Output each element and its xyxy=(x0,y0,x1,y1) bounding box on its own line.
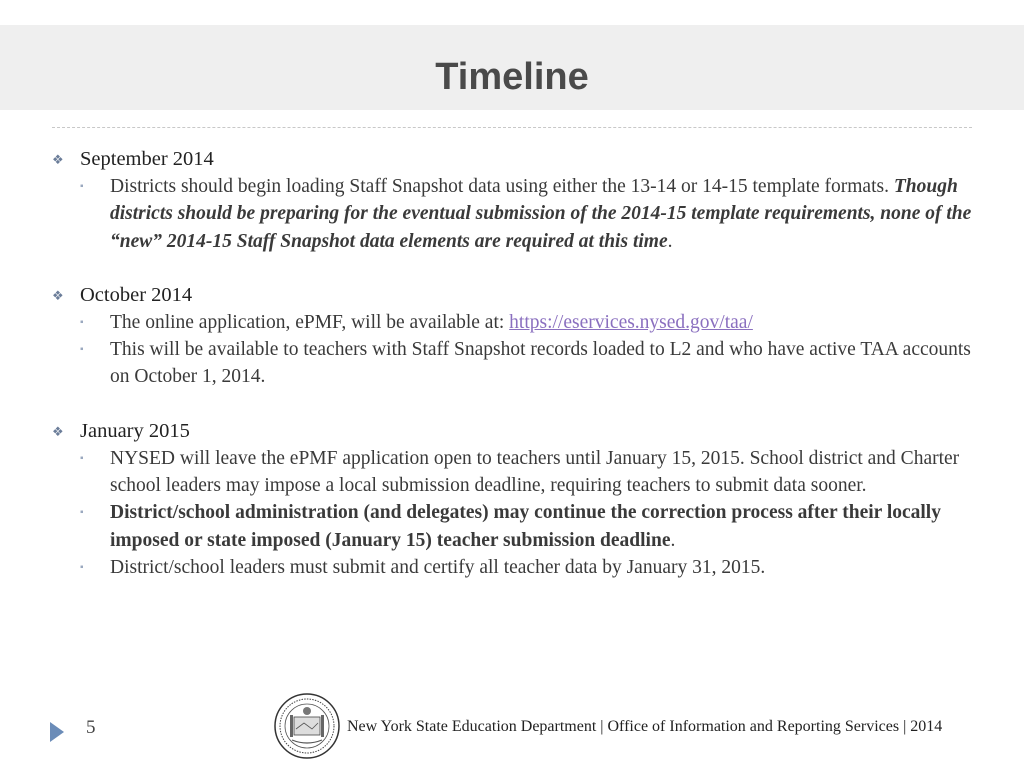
square-bullet-icon: ▪ xyxy=(80,344,84,356)
item-text: The online application, ePMF, will be available at: xyxy=(110,311,510,333)
list-item xyxy=(52,499,972,554)
timeline-section xyxy=(52,418,972,581)
list-item xyxy=(52,336,972,391)
section-heading-text: January 2015 xyxy=(80,419,190,442)
list-item xyxy=(52,445,972,500)
square-bullet-icon: ▪ xyxy=(80,561,84,573)
item-text: . xyxy=(667,230,673,252)
section-heading-text: September 2014 xyxy=(80,148,214,170)
diamond-bullet-icon: ❖ xyxy=(52,423,64,439)
timeline-section xyxy=(52,282,972,391)
slide-content xyxy=(52,146,972,608)
diamond-bullet-icon: ❖ xyxy=(52,152,64,167)
item-text: District/school leaders must submit and certify all teacher data by January 31, 2015. xyxy=(110,556,766,578)
section-heading-text: October 2014 xyxy=(80,283,193,306)
title-divider xyxy=(52,127,972,128)
epmf-link[interactable]: https://eservices.nysed.gov/taa/ xyxy=(509,311,753,333)
timeline-section xyxy=(52,146,972,255)
list-item xyxy=(52,309,972,336)
slide-title: Timeline xyxy=(435,56,589,98)
item-text: This will be available to teachers with Staff Snapshot records loaded to L2 and who have active TAA accounts on October 1, 2014. xyxy=(110,339,971,388)
nys-seal-logo xyxy=(274,693,340,759)
item-text: NYSED will leave the ePMF application open to teachers until January 15, 2015. School district and Charter school leaders may impose a local submission deadline, requiring teachers to submit data sooner. xyxy=(110,447,960,497)
item-text: . xyxy=(670,529,676,551)
item-text: Though districts should be preparing for the eventual submission of the 2014-15 template requirements, none of the “new” 2014-15 Staff Snapshot data elements are required at this time xyxy=(110,176,972,252)
section-heading xyxy=(52,418,972,445)
page-number: 5 xyxy=(86,717,96,738)
square-bullet-icon: ▪ xyxy=(80,452,84,464)
square-bullet-icon: ▪ xyxy=(80,316,84,328)
list-item xyxy=(52,173,972,255)
play-arrow-icon[interactable] xyxy=(50,722,64,742)
square-bullet-icon: ▪ xyxy=(80,507,84,519)
list-item xyxy=(52,554,972,581)
item-text: District/school administration (and delegates) may continue the correction process after their locally imposed or state imposed (January 15) teacher submission deadline xyxy=(110,502,941,551)
item-text: Districts should begin loading Staff Snapshot data using either the 13-14 or 14-15 template formats. xyxy=(110,176,894,197)
section-heading xyxy=(52,146,972,173)
section-heading xyxy=(52,282,972,309)
diamond-bullet-icon: ❖ xyxy=(52,287,64,303)
square-bullet-icon: ▪ xyxy=(80,181,84,192)
footer-text: New York State Education Department | Office of Information and Reporting Services | 2014 xyxy=(347,718,943,735)
